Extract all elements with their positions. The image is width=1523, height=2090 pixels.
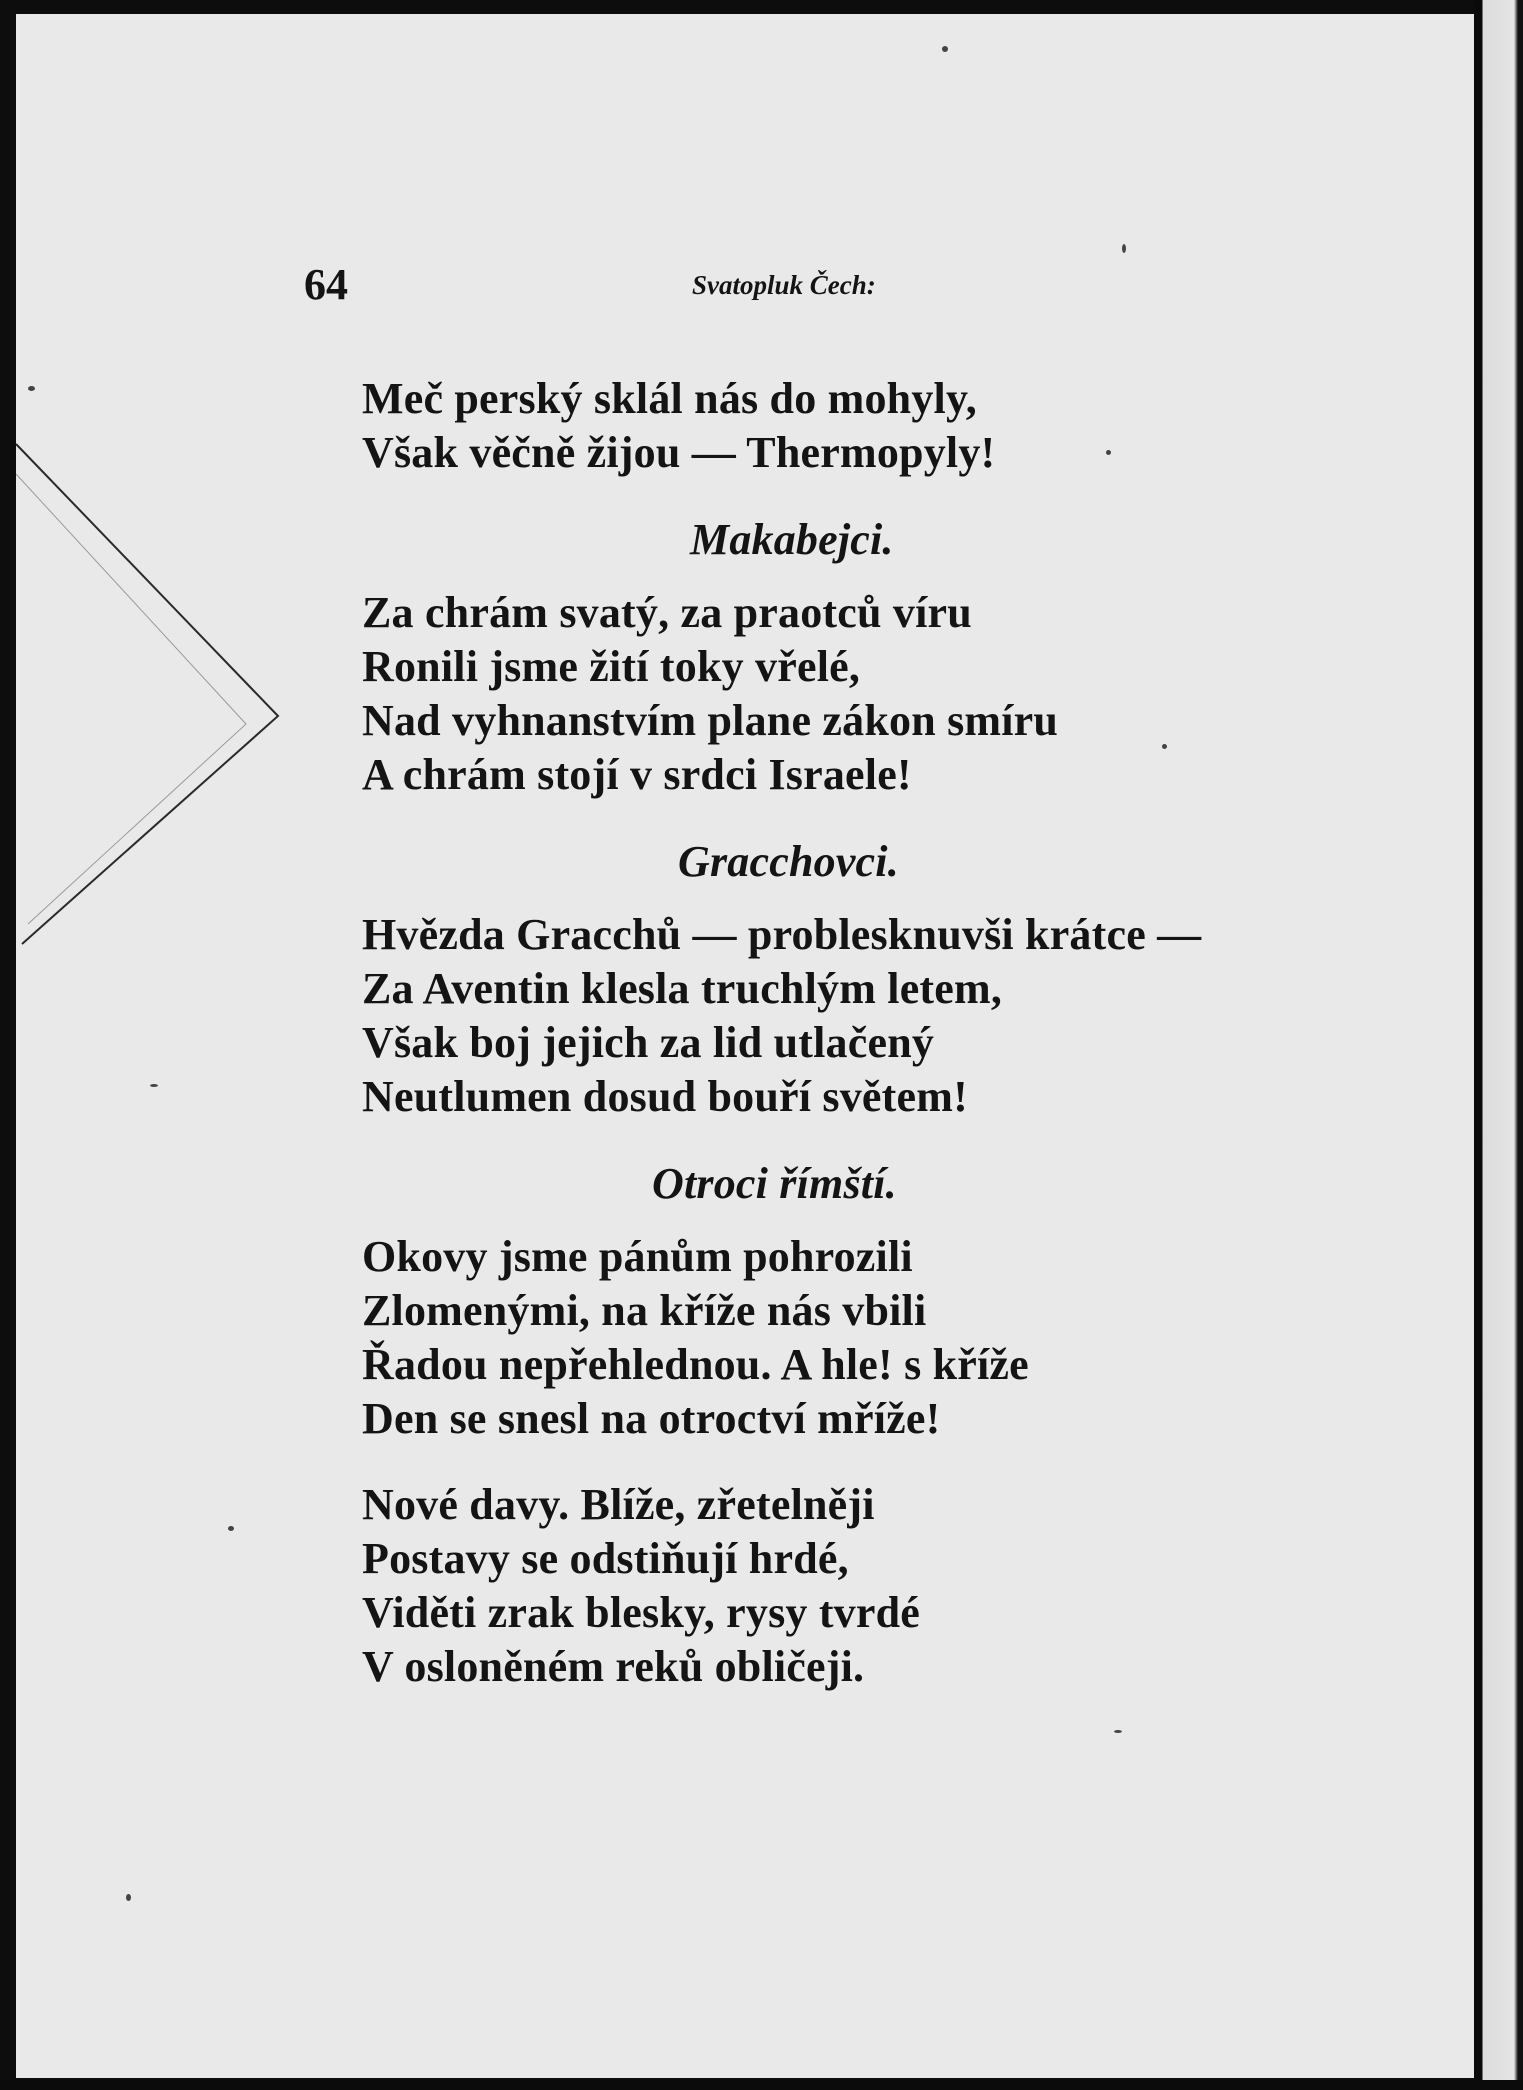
scan-speck [942,46,948,52]
scan-speck [1122,244,1126,253]
opening-stanza [362,372,1282,480]
folded-corner-mark [16,404,316,964]
verse-line: Neutlumen dosud bouří světem! [362,1072,968,1121]
verse-line: Postavy se odstiňují hrdé, [362,1534,849,1583]
book-edge-right [1474,0,1523,2090]
scan-border-bottom [0,2080,1523,2090]
verse-line: Zlomenými, na kříže nás vbili [362,1286,927,1335]
verse-line: Za Aventin klesla truchlým letem, [362,964,1003,1013]
verse-line: Nové davy. Blíže, zřetelněji [362,1480,875,1529]
poem-text [362,372,1282,1726]
scan-speck [228,1526,234,1531]
verse-line: Viděti zrak blesky, rysy tvrdé [362,1588,920,1637]
stanza-otroci-rimsti [362,1230,1282,1446]
section-title-gracchovci: Gracchovci. [678,837,899,886]
verse-line: Den se snesl na otroctví mříže! [362,1394,941,1443]
verse-line: Řadou nepřehlednou. A hle! s kříže [362,1340,1029,1389]
verse-line: Však boj jejich za lid utlačený [362,1018,935,1067]
verse-line: A chrám stojí v srdci Israele! [362,750,912,799]
scan-speck [1162,744,1167,749]
verse-line: Nad vyhnanstvím plane zákon smíru [362,696,1059,745]
scan-speck [1106,450,1111,455]
scan-speck [28,386,35,391]
closing-stanza [362,1478,1282,1694]
page-header [304,259,1164,319]
scan-speck [150,1084,158,1087]
verse-line: Za chrám svatý, za praotců víru [362,588,972,637]
verse-line: Však věčně žijou — Thermopyly! [362,428,996,477]
verse-line: Ronili jsme žití toky vřelé, [362,642,861,691]
book-page [16,14,1474,2078]
running-head: Svatopluk Čech: [692,270,876,300]
stanza-makabejci [362,586,1282,802]
stanza-gracchovci [362,908,1282,1124]
section-title-otroci-rimsti: Otroci římští. [652,1159,897,1208]
verse-line: Okovy jsme pánům pohrozili [362,1232,913,1281]
verse-line: V osloněném reků obličeji. [362,1642,865,1691]
verse-line: Meč perský sklál nás do mohyly, [362,374,977,423]
scan-speck [126,1894,131,1901]
scan-speck [1114,1730,1122,1733]
page-number: 64 [304,260,348,309]
verse-line: Hvězda Gracchů — problesknuvši krátce — [362,910,1202,959]
section-title-makabejci: Makabejci. [690,515,894,564]
